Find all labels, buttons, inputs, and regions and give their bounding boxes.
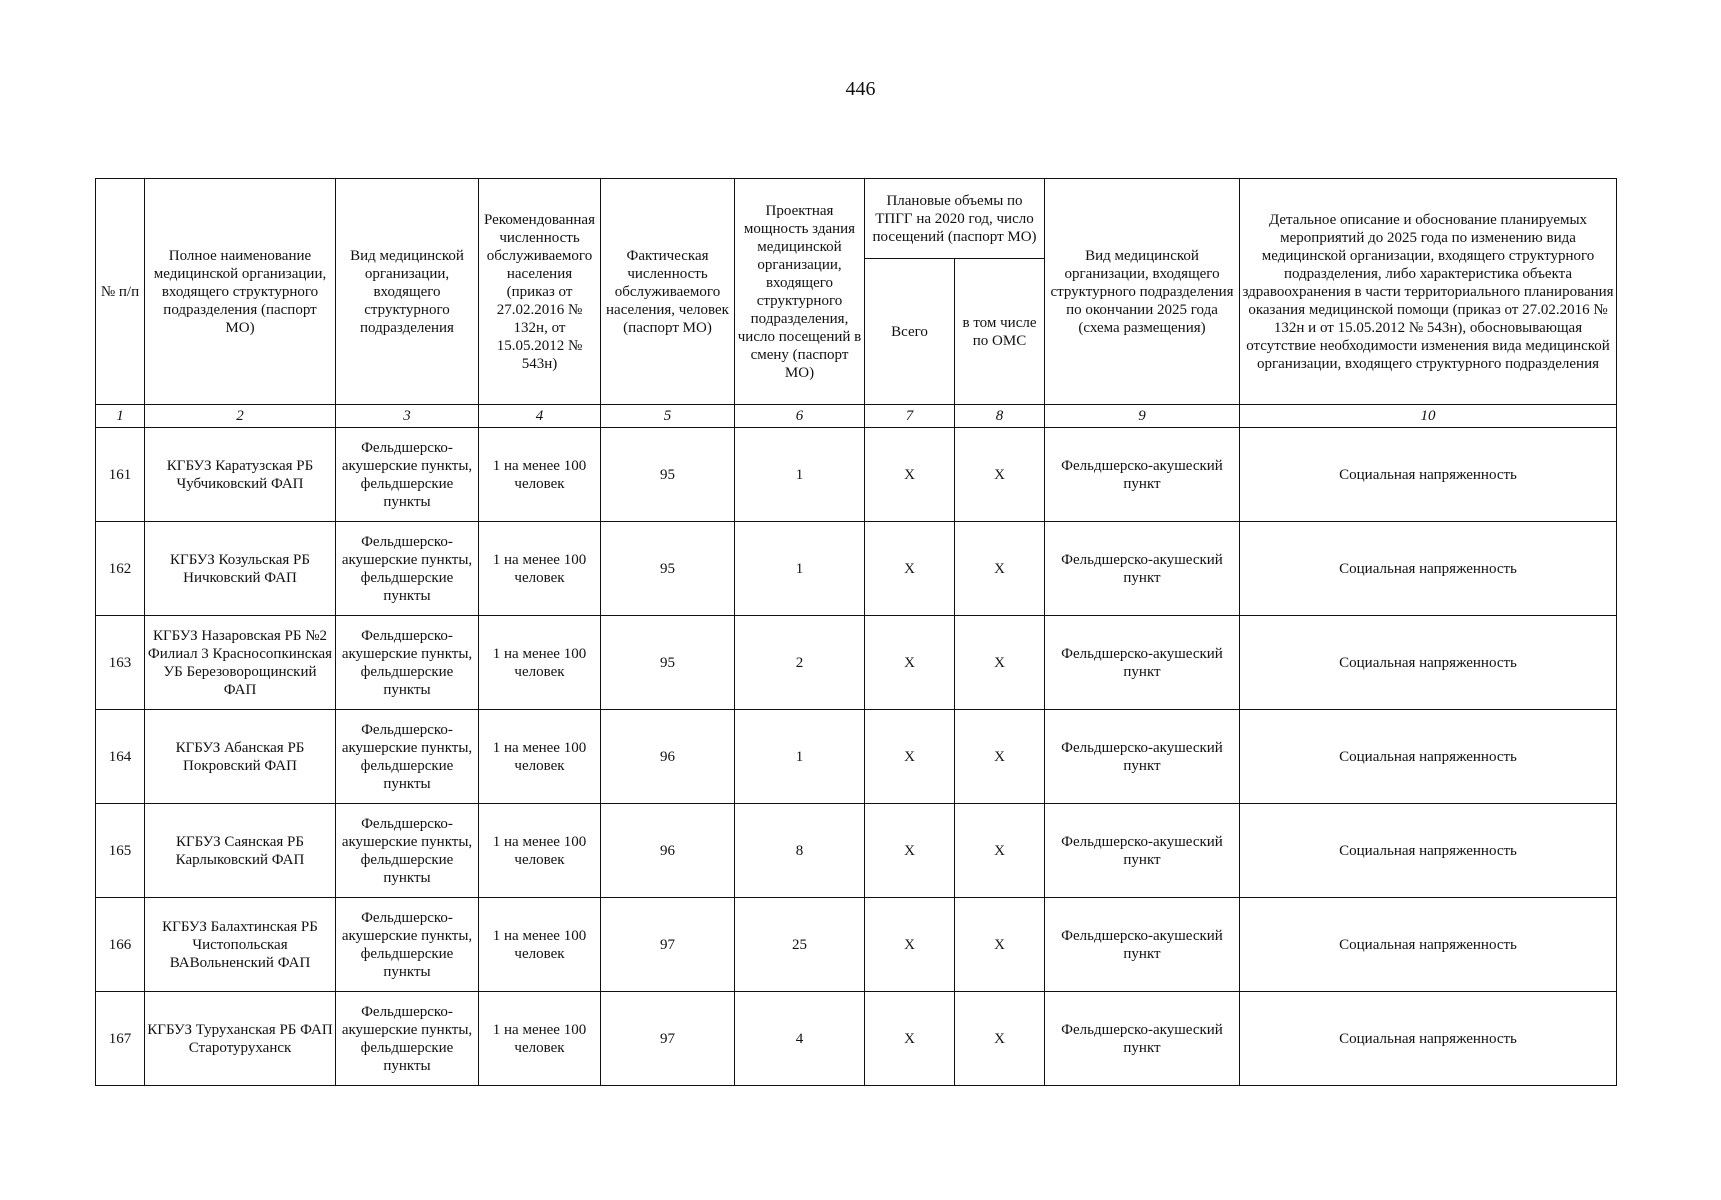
- row-number: 161: [96, 428, 145, 522]
- organization-kind-2025: Фельдшерско-акушеский пункт: [1045, 522, 1240, 616]
- design-capacity: 1: [735, 522, 865, 616]
- row-number: 162: [96, 522, 145, 616]
- column-number: 6: [735, 405, 865, 428]
- organization-kind: Фельдшерско-акушерские пункты, фельдшерские пункты: [336, 428, 479, 522]
- planned-total: X: [865, 428, 955, 522]
- recommended-population: 1 на менее 100 человек: [479, 804, 601, 898]
- medical-organizations-table: [95, 178, 1617, 1086]
- table-body: [96, 428, 1617, 1086]
- column-number: 9: [1045, 405, 1240, 428]
- planned-oms: X: [955, 898, 1045, 992]
- column-number: 2: [145, 405, 336, 428]
- planned-oms: X: [955, 616, 1045, 710]
- page-number: 446: [845, 78, 876, 100]
- design-capacity: 1: [735, 710, 865, 804]
- header-kind-2025: Вид медицинской организации, входящего структурного подразделения по окончании 2025 года (схема размещения): [1045, 179, 1240, 405]
- planned-oms: X: [955, 428, 1045, 522]
- actual-population: 97: [601, 898, 735, 992]
- organization-kind-2025: Фельдшерско-акушеский пункт: [1045, 710, 1240, 804]
- planned-total: X: [865, 992, 955, 1086]
- header-full-name: Полное наименование медицинской организации, входящего структурного подразделения (паспорт МО): [145, 179, 336, 405]
- table-row: [96, 992, 1617, 1086]
- organization-kind-2025: Фельдшерско-акушеский пункт: [1045, 616, 1240, 710]
- organization-kind-2025: Фельдшерско-акушеский пункт: [1045, 898, 1240, 992]
- justification: Социальная напряженность: [1240, 616, 1617, 710]
- actual-population: 96: [601, 710, 735, 804]
- planned-oms: X: [955, 992, 1045, 1086]
- actual-population: 95: [601, 616, 735, 710]
- organization-kind: Фельдшерско-акушерские пункты, фельдшерские пункты: [336, 710, 479, 804]
- justification: Социальная напряженность: [1240, 898, 1617, 992]
- row-number: 166: [96, 898, 145, 992]
- justification: Социальная напряженность: [1240, 428, 1617, 522]
- organization-kind: Фельдшерско-акушерские пункты, фельдшерские пункты: [336, 522, 479, 616]
- header-organization-kind: Вид медицинской организации, входящего структурного подразделения: [336, 179, 479, 405]
- organization-name: КГБУЗ Каратузская РБ Чубчиковский ФАП: [145, 428, 336, 522]
- actual-population: 95: [601, 522, 735, 616]
- recommended-population: 1 на менее 100 человек: [479, 710, 601, 804]
- header-oms: в том числе по ОМС: [955, 259, 1045, 405]
- recommended-population: 1 на менее 100 человек: [479, 898, 601, 992]
- column-number: 5: [601, 405, 735, 428]
- design-capacity: 1: [735, 428, 865, 522]
- column-numbers-row: [96, 405, 1617, 428]
- column-number: 1: [96, 405, 145, 428]
- header-actual-population: Фактическая численность обслуживаемого населения, человек (паспорт МО): [601, 179, 735, 405]
- organization-name: КГБУЗ Назаровская РБ №2 Филиал 3 Красносопкинская УБ Березоворощинский ФАП: [145, 616, 336, 710]
- planned-oms: X: [955, 710, 1045, 804]
- organization-name: КГБУЗ Абанская РБ Покровский ФАП: [145, 710, 336, 804]
- row-number: 165: [96, 804, 145, 898]
- planned-total: X: [865, 710, 955, 804]
- justification: Социальная напряженность: [1240, 522, 1617, 616]
- recommended-population: 1 на менее 100 человек: [479, 992, 601, 1086]
- table-header: [96, 179, 1617, 428]
- column-number: 3: [336, 405, 479, 428]
- organization-kind-2025: Фельдшерско-акушеский пункт: [1045, 428, 1240, 522]
- organization-name: КГБУЗ Туруханская РБ ФАП Старотуруханск: [145, 992, 336, 1086]
- planned-oms: X: [955, 804, 1045, 898]
- justification: Социальная напряженность: [1240, 710, 1617, 804]
- recommended-population: 1 на менее 100 человек: [479, 616, 601, 710]
- recommended-population: 1 на менее 100 человек: [479, 522, 601, 616]
- header-total: Всего: [865, 259, 955, 405]
- row-number: 167: [96, 992, 145, 1086]
- organization-kind: Фельдшерско-акушерские пункты, фельдшерские пункты: [336, 898, 479, 992]
- organization-kind-2025: Фельдшерско-акушеский пункт: [1045, 992, 1240, 1086]
- design-capacity: 8: [735, 804, 865, 898]
- design-capacity: 4: [735, 992, 865, 1086]
- planned-total: X: [865, 522, 955, 616]
- actual-population: 95: [601, 428, 735, 522]
- justification: Социальная напряженность: [1240, 992, 1617, 1086]
- organization-kind: Фельдшерско-акушерские пункты, фельдшерские пункты: [336, 804, 479, 898]
- recommended-population: 1 на менее 100 человек: [479, 428, 601, 522]
- organization-kind: Фельдшерско-акушерские пункты, фельдшерские пункты: [336, 616, 479, 710]
- justification: Социальная напряженность: [1240, 804, 1617, 898]
- organization-kind-2025: Фельдшерско-акушеский пункт: [1045, 804, 1240, 898]
- column-number: 7: [865, 405, 955, 428]
- column-number: 8: [955, 405, 1045, 428]
- table-row: [96, 804, 1617, 898]
- actual-population: 97: [601, 992, 735, 1086]
- organization-name: КГБУЗ Саянская РБ Карлыковский ФАП: [145, 804, 336, 898]
- column-number: 4: [479, 405, 601, 428]
- table-row: [96, 898, 1617, 992]
- header-number: № п/п: [96, 179, 145, 405]
- organization-name: КГБУЗ Козульская РБ Ничковский ФАП: [145, 522, 336, 616]
- table-row: [96, 616, 1617, 710]
- row-number: 164: [96, 710, 145, 804]
- planned-total: X: [865, 804, 955, 898]
- planned-total: X: [865, 616, 955, 710]
- header-design-capacity: Проектная мощность здания медицинской организации, входящего структурного подразделения, число посещений в смену (паспорт МО): [735, 179, 865, 405]
- organization-kind: Фельдшерско-акушерские пункты, фельдшерские пункты: [336, 992, 479, 1086]
- table-row: [96, 710, 1617, 804]
- planned-total: X: [865, 898, 955, 992]
- planned-oms: X: [955, 522, 1045, 616]
- table-row: [96, 428, 1617, 522]
- header-justification: Детальное описание и обоснование планируемых мероприятий до 2025 года по изменению вида медицинской организации, входящего структурного подразделения, либо характеристика объекта здравоохранения в части территориального планирования оказания медицинской помощи (приказ от 27.02.2016 № 132н и от 15.05.2012 № 543н), обосновывающая отсутствие необходимости изменения вида медицинской организации, входящего структурного подразделения: [1240, 179, 1617, 405]
- header-planned-volumes: Плановые объемы по ТПГГ на 2020 год, число посещений (паспорт МО): [865, 179, 1045, 259]
- row-number: 163: [96, 616, 145, 710]
- header-recommended-population: Рекомендованная численность обслуживаемого населения (приказ от 27.02.2016 № 132н, от 15.05.2012 № 543н): [479, 179, 601, 405]
- design-capacity: 25: [735, 898, 865, 992]
- column-number: 10: [1240, 405, 1617, 428]
- design-capacity: 2: [735, 616, 865, 710]
- actual-population: 96: [601, 804, 735, 898]
- organization-name: КГБУЗ Балахтинская РБ Чистопольская ВАВольненский ФАП: [145, 898, 336, 992]
- table-row: [96, 522, 1617, 616]
